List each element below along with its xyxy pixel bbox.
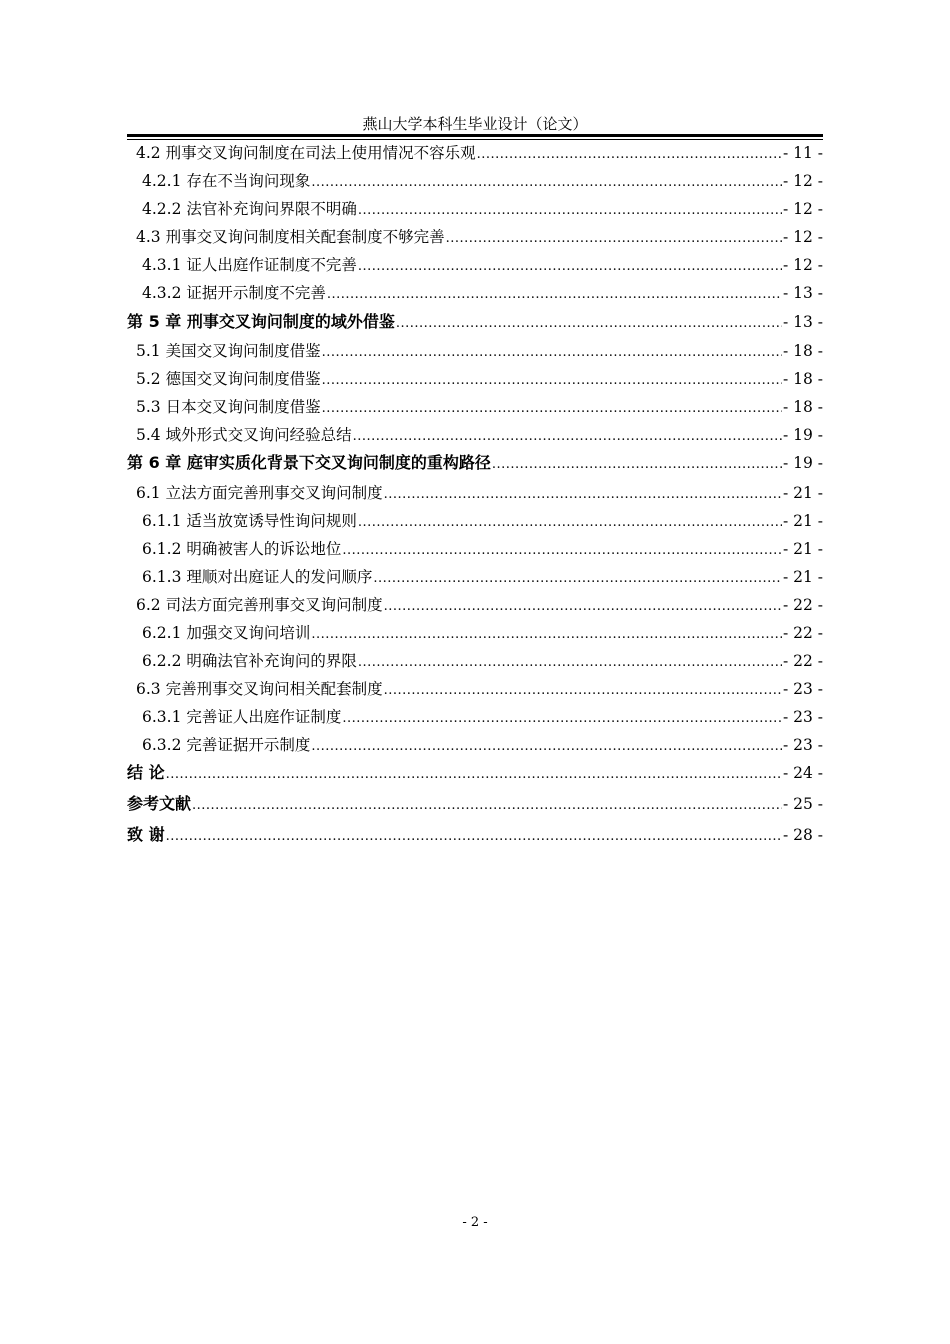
toc-dot-leader (373, 567, 782, 591)
toc-entry[interactable] (127, 593, 823, 617)
toc-dot-leader (358, 511, 782, 535)
toc-dot-leader (322, 341, 782, 365)
toc-entry[interactable] (127, 281, 823, 305)
toc-entry-page: - 23 - (782, 708, 823, 726)
toc-entry-page: - 21 - (782, 512, 823, 530)
toc-entry-title: 6.2.1 加强交叉询问培训 (142, 624, 311, 642)
toc-entry[interactable] (127, 141, 823, 165)
toc-entry[interactable] (127, 423, 823, 447)
toc-dot-leader (384, 595, 782, 619)
toc-entry-page: - 24 - (782, 764, 823, 782)
toc-entry-page: - 21 - (782, 568, 823, 586)
toc-entry-page: - 18 - (782, 398, 823, 416)
toc-entry-title: 第 6 章 庭审实质化背景下交叉询问制度的重构路径 (127, 453, 491, 472)
toc-entry-title: 6.3.2 完善证据开示制度 (142, 736, 311, 754)
toc-dot-leader (358, 199, 782, 223)
toc-entry-page: - 13 - (782, 313, 823, 331)
toc-entry-title: 5.2 德国交叉询问制度借鉴 (136, 370, 321, 388)
toc-entry-page: - 13 - (782, 284, 823, 302)
toc-entry[interactable] (127, 481, 823, 505)
toc-entry-page: - 19 - (782, 454, 823, 472)
toc-dot-leader (322, 397, 782, 421)
toc-dot-leader (358, 255, 782, 279)
toc-entry-title: 致 谢 (127, 825, 165, 844)
toc-entry-page: - 11 - (782, 144, 823, 162)
toc-entry-title: 5.1 美国交叉询问制度借鉴 (136, 342, 321, 360)
toc-entry-page: - 12 - (782, 256, 823, 274)
toc-entry-page: - 23 - (782, 680, 823, 698)
toc-entry-page: - 12 - (782, 172, 823, 190)
toc-dot-leader (477, 143, 782, 167)
toc-entry-page: - 18 - (782, 342, 823, 360)
toc-dot-leader (166, 825, 782, 849)
toc-entry-page: - 22 - (782, 596, 823, 614)
toc-entry[interactable] (127, 792, 823, 816)
toc-entry-page: - 23 - (782, 736, 823, 754)
header-title: 燕山大学本科生毕业设计（论文） (362, 115, 588, 133)
toc-entry[interactable] (127, 677, 823, 701)
toc-entry[interactable] (127, 823, 823, 847)
toc-entry-page: - 21 - (782, 540, 823, 558)
toc-entry[interactable] (127, 339, 823, 363)
toc-dot-leader (192, 794, 782, 818)
toc-dot-leader (358, 651, 782, 675)
toc-entry[interactable] (127, 537, 823, 561)
toc-entry-page: - 25 - (782, 795, 823, 813)
toc-dot-leader (342, 707, 782, 731)
toc-entry[interactable] (127, 169, 823, 193)
toc-entry-title: 4.3.1 证人出庭作证制度不完善 (142, 256, 357, 274)
toc-entry-title: 5.3 日本交叉询问制度借鉴 (136, 398, 321, 416)
toc-entry[interactable] (127, 761, 823, 785)
toc-dot-leader (322, 369, 782, 393)
toc-entry-title: 4.3.2 证据开示制度不完善 (142, 284, 326, 302)
toc-entry-title: 4.3 刑事交叉询问制度相关配套制度不够完善 (136, 228, 445, 246)
toc-entry-title: 6.1.1 适当放宽诱导性询问规则 (142, 512, 357, 530)
toc-entry-title: 6.2 司法方面完善刑事交叉询问制度 (136, 596, 383, 614)
toc-entry-title: 4.2 刑事交叉询问制度在司法上使用情况不容乐观 (136, 144, 476, 162)
toc-dot-leader (342, 539, 782, 563)
toc-dot-leader (396, 312, 782, 336)
toc-entry[interactable] (127, 649, 823, 673)
page-number: - 2 - (462, 1215, 488, 1230)
toc-entry-page: - 19 - (782, 426, 823, 444)
toc-dot-leader (327, 283, 782, 307)
toc-entry[interactable] (127, 253, 823, 277)
toc-entry[interactable] (127, 395, 823, 419)
toc-entry[interactable] (127, 565, 823, 589)
toc-entry[interactable] (127, 225, 823, 249)
toc-entry-page: - 18 - (782, 370, 823, 388)
toc-dot-leader (384, 679, 782, 703)
toc-dot-leader (166, 763, 782, 787)
toc-entry-page: - 22 - (782, 624, 823, 642)
toc-dot-leader (311, 735, 782, 759)
toc-entry-title: 6.3.1 完善证人出庭作证制度 (142, 708, 342, 726)
toc-dot-leader (311, 623, 782, 647)
toc-entry[interactable] (127, 509, 823, 533)
header-divider-thick (127, 134, 823, 137)
toc-dot-leader (492, 453, 782, 477)
toc-entry[interactable] (127, 733, 823, 757)
toc-entry-title: 6.2.2 明确法官补充询问的界限 (142, 652, 357, 670)
toc-entry-page: - 12 - (782, 228, 823, 246)
toc-dot-leader (353, 425, 782, 449)
toc-entry[interactable] (127, 197, 823, 221)
toc-dot-leader (384, 483, 782, 507)
toc-dot-leader (446, 227, 782, 251)
toc-entry[interactable] (127, 367, 823, 391)
toc-entry-page: - 12 - (782, 200, 823, 218)
toc-entry[interactable] (127, 310, 823, 334)
toc-entry-title: 4.2.2 法官补充询问界限不明确 (142, 200, 357, 218)
toc-entry-title: 4.2.1 存在不当询问现象 (142, 172, 311, 190)
toc-entry-title: 第 5 章 刑事交叉询问制度的域外借鉴 (127, 312, 395, 331)
toc-entry-title: 6.1.3 理顺对出庭证人的发问顺序 (142, 568, 373, 586)
toc-entry-title: 6.3 完善刑事交叉询问相关配套制度 (136, 680, 383, 698)
toc-entry-page: - 28 - (782, 826, 823, 844)
toc-entry[interactable] (127, 451, 823, 475)
toc-entry-title: 6.1.2 明确被害人的诉讼地位 (142, 540, 342, 558)
toc-entry-page: - 21 - (782, 484, 823, 502)
toc-entry-title: 参考文献 (127, 794, 192, 813)
toc-entry-page: - 22 - (782, 652, 823, 670)
toc-entry[interactable] (127, 705, 823, 729)
toc-entry[interactable] (127, 621, 823, 645)
toc-entry-title: 结 论 (127, 763, 165, 782)
toc-entry-title: 6.1 立法方面完善刑事交叉询问制度 (136, 484, 383, 502)
toc-dot-leader (311, 171, 782, 195)
header-divider-thin (127, 139, 823, 140)
toc-entry-title: 5.4 域外形式交叉询问经验总结 (136, 426, 352, 444)
